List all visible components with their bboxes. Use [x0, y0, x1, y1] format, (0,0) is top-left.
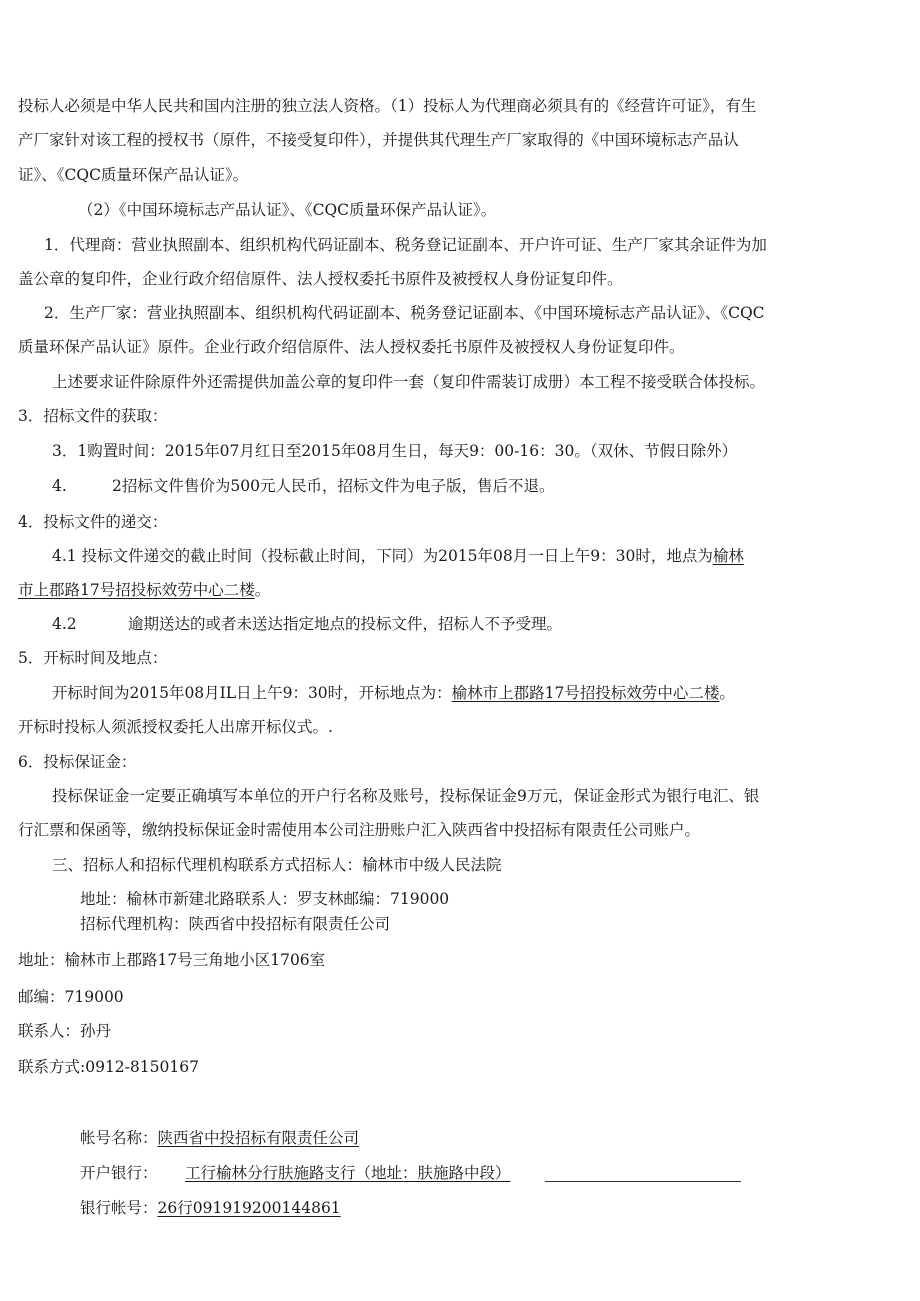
contact-section-heading: 三、招标人和招标代理机构联系方式招标人：榆林市中级人民法院 [52, 856, 502, 874]
agency-address: 地址：榆林市上郡路17号三角地小区1706室 [18, 951, 326, 969]
fill-in-blank-line [545, 1181, 741, 1182]
section-6-line-1: 投标保证金一定要正确填写本单位的开户行名称及账号，投标保证金9万元，保证金形式为银行电汇、银 [52, 787, 760, 805]
section-4-1-line-2 [18, 580, 270, 600]
agency-postcode: 邮编：719000 [18, 988, 124, 1006]
account-name-value: 陕西省中投招标有限责任公司 [157, 1129, 360, 1147]
item-1-line-1: 1．代理商：营业执照副本、组织机构代码证副本、税务登记证副本、开户许可证、生产厂家其余证件为加 [44, 236, 767, 254]
section-4-1-location-start: 榆林 [712, 547, 744, 565]
account-name-label: 帐号名称： [80, 1129, 158, 1147]
section-4-2-number: 4.2 [52, 615, 77, 633]
section-6-heading: 6．投标保证金： [18, 753, 137, 771]
item-2-line-1: 2．生产厂家：营业执照副本、组织机构代码证副本、税务登记证副本、《中国环境标志产品认证》、《CQC [44, 304, 765, 322]
opening-location: 榆林市上郡路17号招投标效劳中心二楼 [451, 684, 720, 702]
section-5-heading: 5．开标时间及地点： [18, 649, 168, 667]
account-name-row [80, 1128, 359, 1148]
section-4-1-location-end: 市上郡路17号招投标效劳中心二楼 [18, 581, 255, 599]
bank-row [80, 1163, 158, 1183]
agency-contact-person: 联系人：孙丹 [18, 1022, 112, 1040]
account-number-label: 银行帐号： [80, 1199, 158, 1217]
section-4-1-text: 4.1 投标文件递交的截止时间（投标截止时间，下同）为2015年08月一日上午9：30时，地点为 [52, 547, 713, 565]
account-number-value: 26行091919200144861 [157, 1199, 341, 1217]
opening-period: 。 [719, 684, 735, 702]
section-3-1: 3．1购置时间：2015年07月红日至2015年08月生日，每天9：00-16：30。（双休、节假日除外） [52, 442, 738, 460]
requirement-note: 上述要求证件除原件外还需提供加盖公章的复印件一套（复印件需装订成册）本工程不接受联合体投标。 [52, 373, 766, 391]
item-1-line-2: 盖公章的复印件，企业行政介绍信原件、法人授权委托书原件及被授权人身份证复印件。 [18, 270, 623, 288]
agency-name: 招标代理机构：陕西省中投招标有限责任公司 [80, 915, 391, 933]
section-3-heading: 3．招标文件的获取： [18, 407, 168, 425]
para-1-line-2: 产厂家针对该工程的授权书（原件，不接受复印件），并提供其代理生产厂家取得的《中国环境标志产品认 [18, 131, 739, 149]
account-number-row [80, 1198, 341, 1218]
section-4-2-text: 逾期送达的或者未送达指定地点的投标文件，招标人不予受理。 [128, 615, 563, 633]
para-1-line-3: 证》、《CQC质量环保产品认证》。 [18, 166, 249, 184]
para-1-line-1: 投标人必须是中华人民共和国内注册的独立法人资格。（1）投标人为代理商必须具有的《经营许可证》，有生 [18, 97, 757, 115]
section-6-line-2: 行汇票和保函等，缴纳投标保证金时需使用本公司注册账户汇入陕西省中投招标有限责任公司账户。 [18, 821, 701, 839]
section-3-2-text: 2招标文件售价为500元人民币，招标文件为电子版，售后不退。 [112, 477, 555, 495]
section-4-1-line-1 [52, 546, 744, 566]
section-3-2-number: 4. [52, 477, 67, 495]
section-5-line-2: 开标时投标人须派授权委托人出席开标仪式。. [18, 718, 333, 736]
section-5-line-1 [52, 683, 735, 703]
opening-time-text: 开标时间为2015年08月IL日上午9：30时，开标地点为： [52, 684, 452, 702]
tenderer-address: 地址：榆林市新建北路联系人：罗支林邮编：719000 [80, 890, 450, 908]
section-4-1-period: 。 [254, 581, 271, 599]
bank-label: 开户银行： [80, 1164, 158, 1182]
bank-value: 工行榆林分行肤施路支行（地址：肤施路中段） [185, 1164, 511, 1182]
item-2-line-2: 质量环保产品认证》原件。企业行政介绍信原件、法人授权委托书原件及被授权人身份证复印件。 [18, 338, 685, 356]
para-2: （2）《中国环境标志产品认证》、《CQC质量环保产品认证》。 [78, 201, 497, 219]
agency-phone: 联系方式:0912-8150167 [18, 1058, 199, 1076]
section-4-heading: 4．投标文件的递交： [18, 513, 168, 531]
